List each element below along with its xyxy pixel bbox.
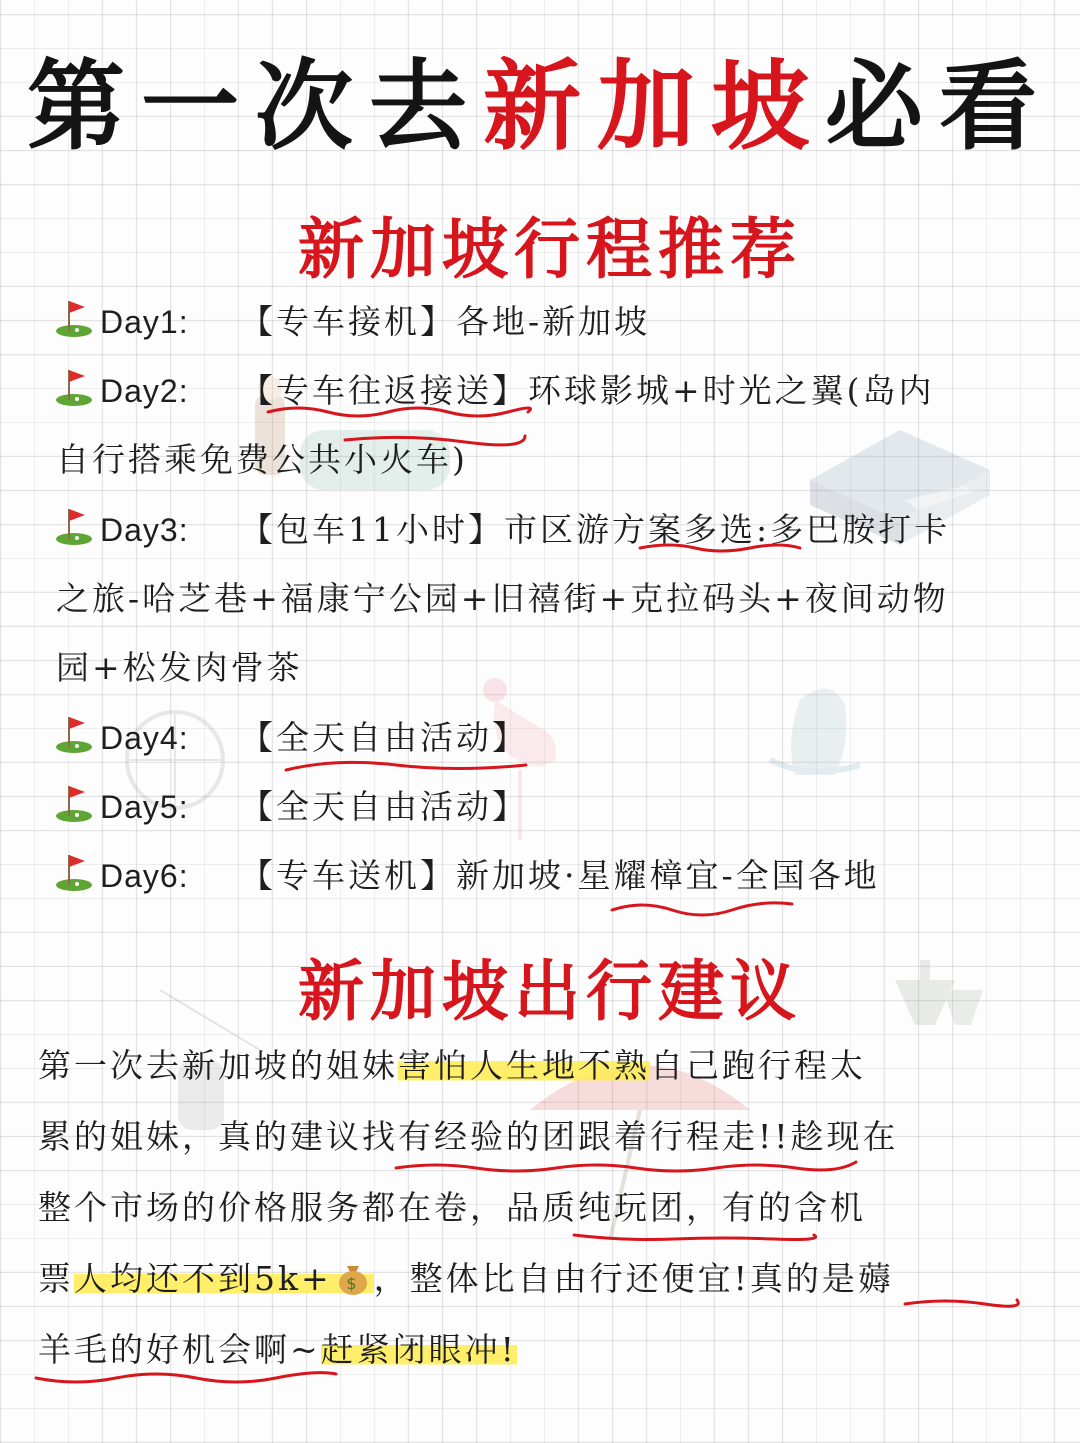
itinerary-item-day1 <box>52 288 1042 356</box>
advice-text: ，整体比自由行还便宜!真的是薅 <box>373 1259 894 1298</box>
advice-line-4 <box>38 1243 1048 1314</box>
day-label: Day3: <box>100 512 189 548</box>
advice-highlight <box>74 1259 374 1298</box>
golf-flag-icon <box>52 297 98 339</box>
golf-flag-icon <box>52 366 98 408</box>
advice-text: 自己跑行程太 <box>650 1046 866 1085</box>
golf-flag-icon <box>52 782 98 824</box>
day-label: Day1: <box>100 304 189 340</box>
day-text: 【全天自由活动】 <box>240 787 528 826</box>
advice-highlight: 赶紧闭眼冲! <box>320 1330 517 1369</box>
title-part1: 第一次去 <box>26 49 483 164</box>
itinerary-item-day4 <box>52 704 1042 772</box>
itinerary-item-day6 <box>52 842 1042 910</box>
section-heading-itinerary: 新加坡行程推荐 <box>298 210 802 288</box>
advice-text: 第一次去新加坡的姐妹 <box>38 1046 398 1085</box>
itinerary-item-day5 <box>52 773 1042 841</box>
golf-flag-icon <box>52 851 98 893</box>
advice-line-5 <box>38 1314 1048 1385</box>
itinerary-day2-continued: 自行搭乘免费公共小火车) <box>56 440 468 479</box>
advice-highlight: 害怕人生地不熟 <box>398 1046 650 1085</box>
day-label: Day5: <box>100 789 189 825</box>
advice-text: 羊毛的好机会啊~ <box>38 1330 321 1369</box>
day-text: 【专车接机】各地-新加坡 <box>240 302 651 341</box>
itinerary-item-day3 <box>52 496 1042 564</box>
day-text: 【专车送机】新加坡·星耀樟宜-全国各地 <box>240 856 880 895</box>
advice-line-3: 整个市场的价格服务都在卷，品质纯玩团，有的含机 <box>38 1188 866 1227</box>
day-text: 【专车往返接送】环球影城+时光之翼(岛内 <box>240 371 935 410</box>
itinerary-item-day2 <box>52 357 1042 425</box>
page-title <box>0 28 1080 169</box>
day-label: Day4: <box>100 720 189 756</box>
itinerary-day3-continued: 之旅-哈芝巷+福康宁公园+旧禧街+克拉码头+夜间动物 <box>56 579 949 618</box>
price-text: 人均还不到5k+ <box>74 1259 332 1298</box>
money-bag-icon <box>334 1260 372 1296</box>
advice-line-1 <box>38 1030 1048 1101</box>
advice-text: 票 <box>38 1259 74 1298</box>
svg-text:$: $ <box>346 1274 360 1293</box>
section-heading-advice: 新加坡出行建议 <box>298 952 802 1030</box>
day-label: Day2: <box>100 373 189 409</box>
day-text: 【包车11小时】市区游方案多选:多巴胺打卡 <box>240 510 951 549</box>
golf-flag-icon <box>52 505 98 547</box>
itinerary-day3-continued-2: 园+松发肉骨茶 <box>56 648 303 687</box>
advice-line-2: 累的姐妹，真的建议找有经验的团跟着行程走!!趁现在 <box>38 1117 899 1156</box>
title-part2: 新加坡 <box>482 49 825 164</box>
golf-flag-icon <box>52 713 98 755</box>
title-part3: 必看 <box>825 49 1054 164</box>
day-text: 【全天自由活动】 <box>240 718 528 757</box>
day-label: Day6: <box>100 858 189 894</box>
